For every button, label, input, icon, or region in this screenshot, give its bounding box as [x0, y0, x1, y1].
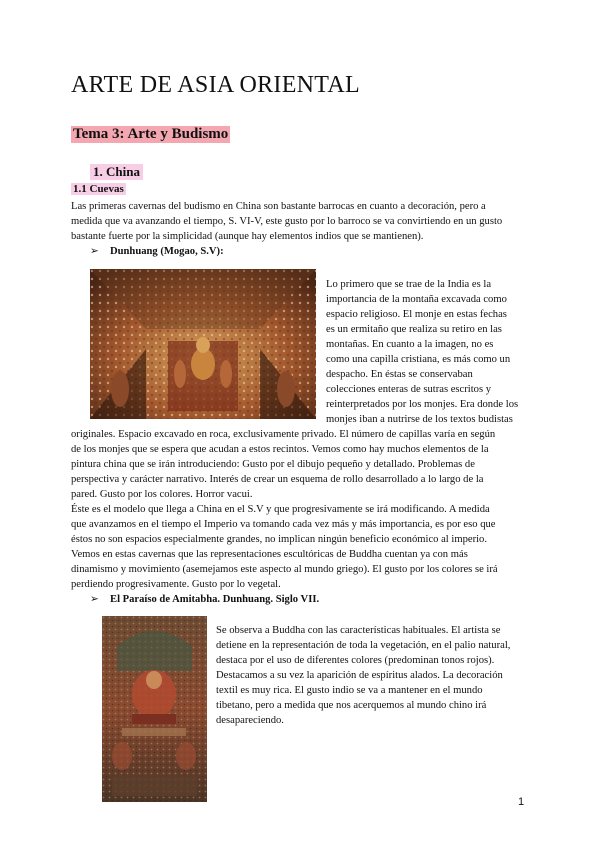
section-heading-china: 1. China [90, 164, 143, 180]
text-line: como una capilla cristiana, es más como un [326, 354, 511, 365]
text-line: pared. Gusto por los colores. Horror vacui. [71, 489, 253, 500]
text-line: importancia de la montaña excavada como [326, 294, 507, 305]
text-line: dinamismo y movimiento (asemejamos este aspecto al mundo griego). El gusto por los colores se irá [71, 564, 498, 575]
text-line: perdiendo progresivamente. Gusto por lo vegetal. [71, 579, 281, 590]
text-line: espacio religioso. El monje en estas fechas [326, 309, 507, 320]
bullet-dunhuang [90, 245, 224, 257]
dunhuang-cave-image [90, 269, 316, 419]
text-line: textil es muy rica. El gusto indio se va a mantener en el mundo [216, 685, 483, 696]
tema-heading: Tema 3: Arte y Budismo [73, 126, 229, 142]
text-line: bastante fuerte por la simplicidad (aunque hay elementos indios que se mantienen). [71, 231, 424, 242]
text-line: Las primeras cavernas del budismo en China son bastante barrocas en cuanto a decoración, pero a [71, 201, 486, 212]
text-line: pintura china que se irán introduciendo: Gusto por el dibujo pequeño y detallado. Problemas de [71, 459, 475, 470]
text-line: medida que va avanzando el tiempo, S. VI-V, este gusto por lo barroco se va convirtiendo en un gusto [71, 216, 503, 227]
text-line: reinterpretados por los monjes. Era donde los [326, 399, 519, 410]
text-line: de los monjes que se espera que acudan a estos recintos. Vemos como hay muchos elementos de la [71, 444, 489, 455]
document-title: ARTE DE ASIA ORIENTAL [71, 72, 360, 98]
page-number: 1 [518, 796, 525, 808]
text-line: montañas. En cuanto a la imagen, no es [326, 339, 494, 350]
text-line: que avanzamos en el tiempo el Imperio va tomando cada vez más y más importancia, es por eso que [71, 519, 496, 530]
text-line: Vemos en estas cavernas que las representaciones escultóricas de Buddha cuentan ya con más [71, 549, 468, 560]
text-line: monjes iban a nutrirse de los textos budistas [326, 414, 513, 425]
text-line: Destacamos a su vez la aparición de espíritus alados. La decoración [216, 670, 503, 681]
text-line: colecciones enteras de sutras escritos y [326, 384, 492, 395]
text-line: desapareciendo. [216, 715, 284, 726]
text-line: detiene en la representación de toda la vegetación, en el palio natural, [216, 640, 511, 651]
text-line: perspectiva y carácter narrativo. Interés de crear un esquema de rollo desarrollado a lo largo de la [71, 474, 484, 485]
text-line: Lo primero que se trae de la India es la [326, 279, 492, 290]
bullet-label: Dunhuang (Mogao, S.V): [110, 246, 224, 257]
amitabha-painting-image [102, 616, 207, 802]
arrow-bullet-icon: ➢ [90, 246, 99, 257]
arrow-bullet-icon: ➢ [90, 594, 99, 605]
text-line: es un ermitaño que realiza su retiro en las [326, 324, 502, 335]
text-line: éstos no son espacios especialmente grandes, no implican ningún beneficio económico al imperio. [71, 534, 487, 545]
text-line: tibetano, pero a medida que nos acerquemos al mundo chino irá [216, 700, 487, 711]
text-line: destaca por el uso de diferentes colores (predominan tonos rojos). [216, 655, 495, 666]
text-line: Se observa a Buddha con las características habituales. El artista se [216, 625, 501, 636]
subsection-heading-cuevas: 1.1 Cuevas [73, 183, 124, 195]
bullet-paraiso-amitabha [90, 593, 319, 605]
text-line: Éste es el modelo que llega a China en el S.V y que progresivamente se irá modificando. A medida [71, 504, 490, 515]
bullet-label: El Paraíso de Amitabha. Dunhuang. Siglo VII. [110, 594, 320, 605]
text-line: despacho. En éstas se conservaban [326, 369, 473, 380]
text-line: originales. Espacio excavado en roca, exclusivamente privado. El número de capillas varía en según [71, 429, 496, 440]
